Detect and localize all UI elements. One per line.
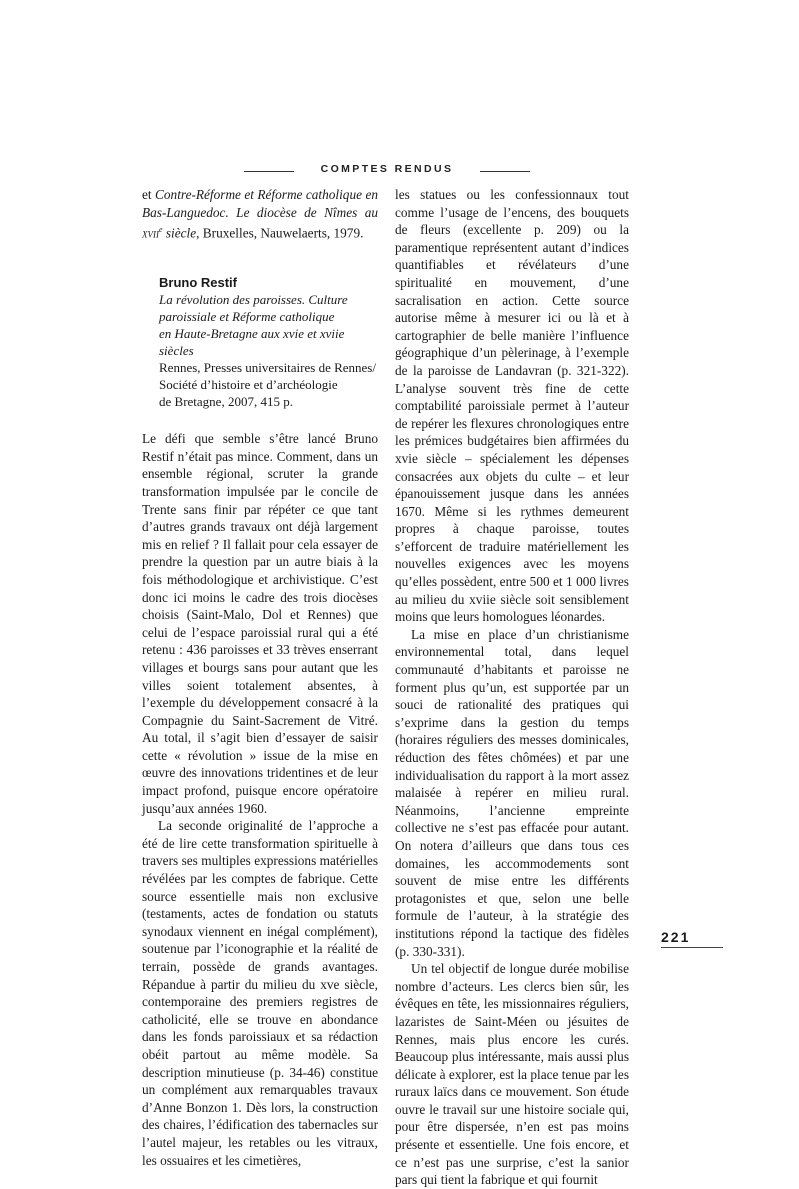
page-number: 221 [661,929,691,945]
left-column [142,186,378,1169]
top-reference [142,186,378,242]
ref-publisher: , Bruxelles, Nauwelaerts, 1979. [196,225,364,241]
right-paragraph-3: Un tel objectif de longue durée mobilise nombre d’acteurs. Les clercs bien sûr, les évêques en tête, les missionnaires réguliers, lazaristes de Saint-Méen ou jésuites de Rennes, mais plus encore les curés. Beaucoup plus intéressante, mais aussi plus délicate à explorer, est la place tenue par les ruraux laïcs dans ce mouvement. Son étude ouvre le travail sur une histoire sociale qui, pour être dispersée, n’en est pas moins présente et essentielle. Une fois encore, et ce n’est pas une surprise, c’est la sanior pars qui tient la fabrique et qui fournit [395,961,629,1188]
ref-title: Contre-Réforme et Réforme catholique en Bas-Languedoc. Le diocèse de Nîmes au [142,187,378,220]
left-paragraph-2: La seconde originalité de l’approche a été de lire cette transformation spirituelle à travers ses multiples expressions matérielles révélées par les comptes de fabrique. Cette source essentielle mais non exclusive (testaments, actes de fondation ou statuts synodaux viennent en inégal complément), soutenue par l’iconographie et la réalité de terrain, possède de grands avantages. Répandue à partir du milieu du xve siècle, contemporaine des premiers registres de catholicité, elle se trouve en abondance dans les fonds paroissiaux et sa rédaction obéit partout au même modèle. Sa description minutieuse (p. 34-46) constitue un complément aux remarquables travaux d’Anne Bonzon 1. Dès lors, la construction des chaires, l’édification des tabernacles sur l’autel majeur, les retables ou les vitraux, les ossuaires et les cimetières, [142,818,378,1168]
ref-century-sup: e [159,225,163,235]
review-pub-line-2: Société d’histoire et d’archéologie [159,377,338,393]
review-title-line-3: en Haute-Bretagne aux xvie et xviie siècles [159,326,345,359]
ref-century: xvii [142,225,159,241]
review-title-line-2: paroissiale et Réforme catholique [159,309,335,325]
ref-prefix: et [142,187,156,202]
running-head-rule-right [480,171,530,172]
review-pub-line-3: de Bretagne, 2007, 415 p. [159,394,293,410]
running-head-text: COMPTES RENDUS [320,163,454,175]
right-column [395,186,629,1189]
ref-title-end: siècle [162,225,197,241]
left-paragraph-1: Le défi que semble s’être lancé Bruno Restif n’était pas mince. Comment, dans un ensemble régional, scruter la grande transformation impulsée par le concile de Trente sans finir par répéter ce que tant d’autres grands travaux ont déjà largement mis en relief ? Il fallait pour cela essayer de prendre la question par un autre biais à la fois méthodologique et archivistique. C’est donc ici moins le cadre des trois diocèses choisis (Saint-Malo, Dol et Rennes) que celui de l’espace paroissial rural qui a été retenu : 436 paroisses et 33 trèves enserrant villages et bourgs sans pour autant que les villes soient totalement absentes, à l’exemple du développement consacré à la Compagnie du Saint-Sacrement de Vitré. Au total, il s’agit bien d’essayer de saisir cette « révolution » issue de la mise en œuvre des innovations tridentines et de leur impact profond, puisque encore opératoire jusqu’aux années 1960. [142,431,378,816]
right-paragraph-1: les statues ou les confessionnaux tout comme l’usage de l’encens, des bouquets de fleurs (excellente p. 209) ou la paramentique représentent autant d’indices quantifiables et révélateurs d’une spiritualité en mouvement, d’une sacralisation en action. Cette source autorise même à mesurer ici ou là et à cartographier de belle manière l’influence géographique d’un pèlerinage, à l’exemple de la paroisse de Landavran (p. 321-322). L’analyse souvent très fine de cette comptabilité paroissiale permet à l’auteur de repérer les flexures chronologiques entre les prémices budgétaires bien affirmées du xvie siècle – spécialement les dépenses consacrées aux objets du culte – et leur épanouissement jusque dans les années 1670. Même si les rythmes demeurent propres à chaque paroisse, toutes s’efforcent de traduire matériellement les nouvelles exigences avec les moyens qu’elles possèdent, entre 500 et 1 000 livres au milieu du xviie siècle soit sensiblement moins que leurs homologues léonardes. [395,187,629,625]
right-paragraph-2: La mise en place d’un christianisme environnemental total, dans lequel communauté d’habitants et paroisse ne forment plus qu’un, est supportée par un souci de rationalité des pratiques qui s’exprime dans la gestion du temps (horaires réguliers des messes dominicales, réduction des fêtes chômées) et par une individualisation du rapport à la mort assez malaisée à repérer en milieu rural. Néanmoins, l’ancienne empreinte collective ne s’est pas effacée pour autant. On notera d’ailleurs que dans tous ces domaines, les accommodements sont souvent de mise entre les différents protagonistes et que, selon une belle formule de l’auteur, à la stratégie des institutions répond la tactique des fidèles (p. 330-331). [395,626,629,959]
review-pub-line-1: Rennes, Presses universitaires de Rennes/ [159,360,376,376]
review-header [159,274,378,410]
page-number-rule [661,947,723,948]
running-head [244,163,530,179]
review-author: Bruno Restif [159,275,237,291]
review-title-line-1: La révolution des paroisses. Culture [159,292,348,308]
